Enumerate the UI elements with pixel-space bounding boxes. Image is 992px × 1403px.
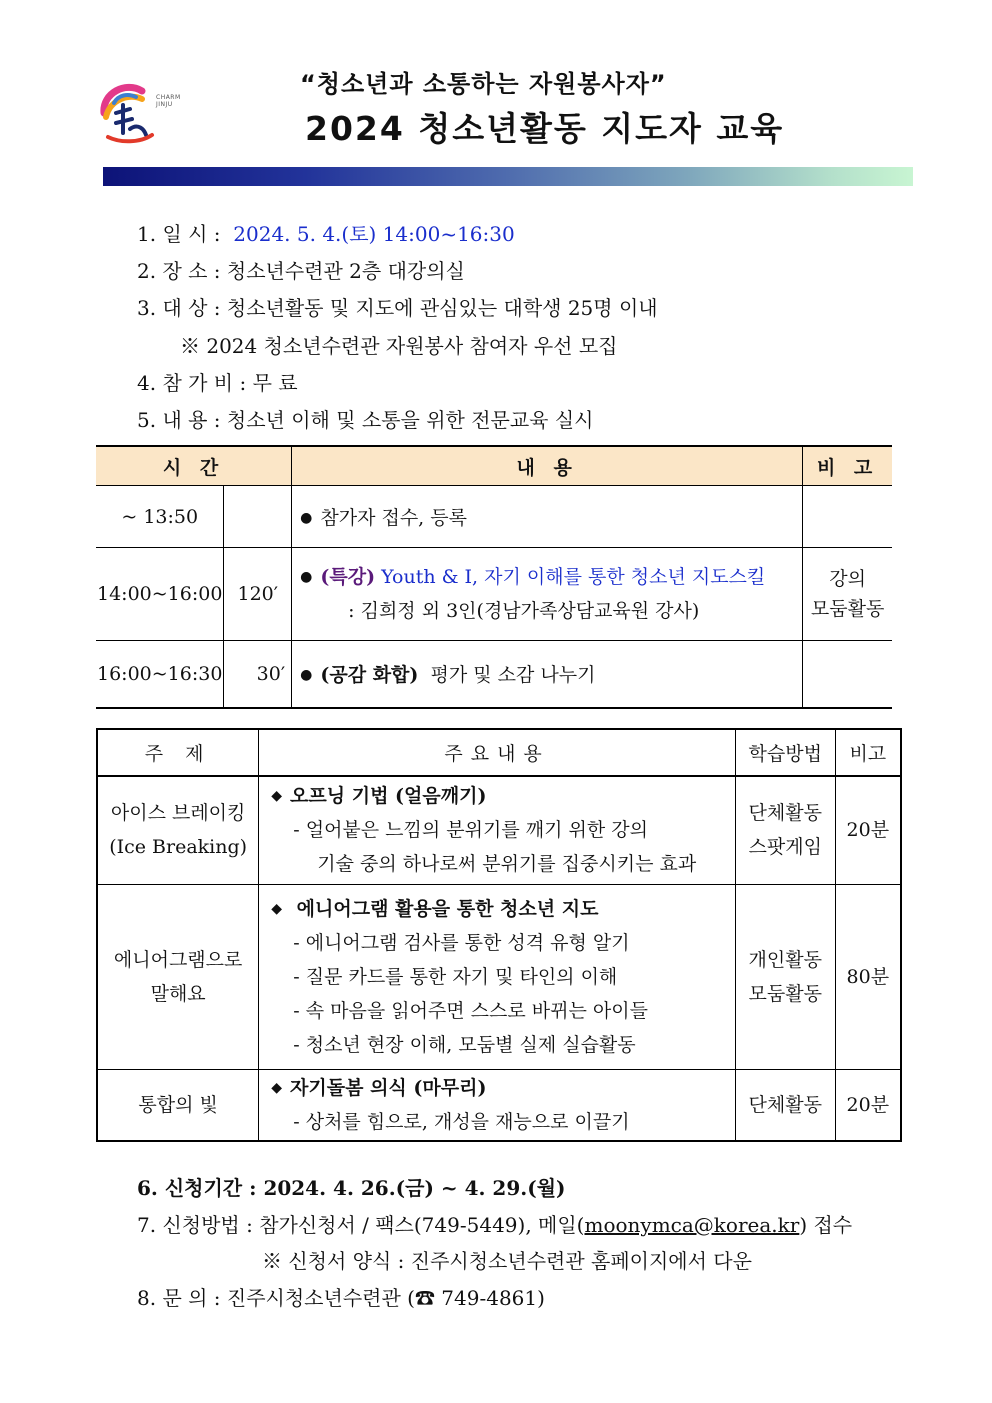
schedule-header-row (96, 446, 892, 486)
date-value: 2024. 5. 4.(토) 14:00~16:30 (233, 222, 515, 246)
table-row: 16:00~16:30 30′ ● (공감 화합) 평가 및 소감 나누기 (96, 641, 892, 708)
email-link[interactable]: moonymca@korea.kr (584, 1213, 800, 1237)
gradient-divider (103, 167, 913, 186)
info-fee: 4. 참 가 비 : 무 료 (137, 371, 298, 395)
logo (96, 73, 188, 151)
info-date: 1. 일 시 : 2024. 5. 4.(토) 14:00~16:30 (137, 222, 515, 246)
schedule-header-time: 시 간 (96, 446, 292, 486)
schedule-table (96, 445, 892, 709)
page-title: 2024 청소년활동 지도자 교육 (305, 109, 785, 148)
info-content: 5. 내 용 : 청소년 이해 및 소통을 위한 전문교육 실시 (137, 408, 594, 432)
program-table (96, 728, 902, 1142)
program-header-topic: 주 제 (97, 729, 259, 776)
info-target: 3. 대 상 : 청소년활동 및 지도에 관심있는 대학생 25명 이내 (137, 296, 658, 320)
info-place: 2. 장 소 : 청소년수련관 2층 대강의실 (137, 259, 465, 283)
program-header-method: 학습방법 (735, 729, 835, 776)
contact: 8. 문 의 : 진주시청소년수련관 (☎ 749-4861) (137, 1286, 545, 1310)
apply-method: 7. 신청방법 : 참가신청서 / 팩스(749-5449), 메일(moonymca@korea.kr) 접수 (137, 1213, 853, 1237)
program-header-note: 비고 (835, 729, 901, 776)
schedule-header-content: 내 용 (292, 446, 803, 486)
table-row: 14:00~16:00 120′ ● (특강) Youth & I, 자기 이해를 통한 청소년 지도스킬 : 김희정 외 3인(경남가족상담교육원 강사) 강의 모둠활동 (96, 548, 892, 641)
table-row: 통합의 빛 ◆ 자기돌봄 의식 (마무리) - 상처를 힘으로, 개성을 재능으로 이끌기 단체활동 20분 (97, 1069, 901, 1141)
apply-period: 6. 신청기간 : 2024. 4. 26.(금) ~ 4. 29.(월) (137, 1176, 566, 1200)
apply-method-note: ※ 신청서 양식 : 진주시청소년수련관 홈페이지에서 다운 (262, 1249, 752, 1273)
info-target-note: ※ 2024 청소년수련관 자원봉사 참여자 우선 모집 (180, 334, 618, 358)
schedule-header-note: 비 고 (803, 446, 892, 486)
charm-jinju-logo-icon (96, 73, 188, 151)
table-row: 에니어그램으로 말해요 ◆ 에니어그램 활용을 통한 청소년 지도 - 에니어그램 검사를 통한 성격 유형 알기 - 질문 카드를 통한 자기 및 타인의 이해 - 속 마음을 읽어주면 스스로 바뀌는 아이들 - 청소년 현장 이해, 모둠별 실제 실습활동 개인활동 모둠활동 80분 (97, 884, 901, 1069)
table-row: 아이스 브레이킹 (Ice Breaking) ◆ 오프닝 기법 (얼음깨기) - 얼어붙은 느낌의 분위기를 깨기 위한 강의 기술 중의 하나로써 분위기를 집중시키는 효과 단체활동 스팟게임 20분 (97, 776, 901, 884)
subtitle: “청소년과 소통하는 자원봉사자” (300, 70, 667, 98)
table-row: ~ 13:50 ● 참가자 접수, 등록 (96, 486, 892, 548)
program-header-content: 주요내용 (259, 729, 736, 776)
program-header-row (97, 729, 901, 776)
logo-charm-text: CHARM JINJU (156, 94, 181, 108)
